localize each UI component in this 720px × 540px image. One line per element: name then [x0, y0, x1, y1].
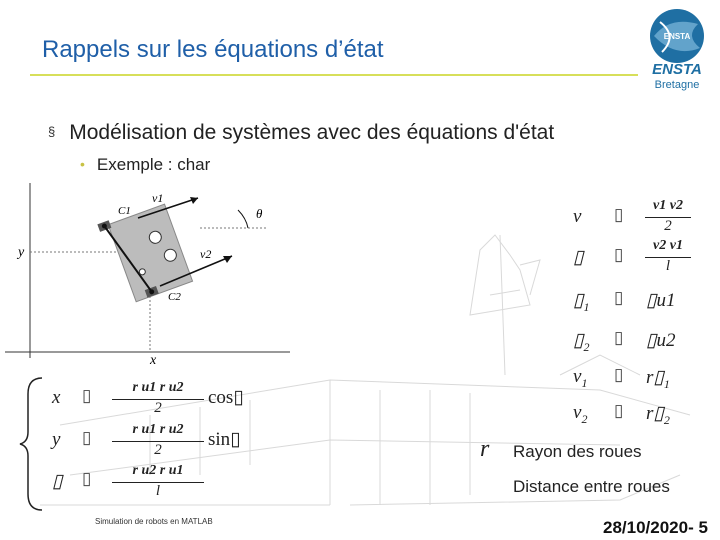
l-label: Distance entre roues: [513, 477, 670, 496]
eq4-rhs: ▯u2: [646, 330, 676, 351]
leq2-num: r u1 r u2: [132, 422, 184, 437]
title-underline: [30, 74, 638, 76]
eq1-den: 2: [664, 218, 672, 234]
diagram-x-label: x: [150, 353, 157, 366]
eq2-den: l: [665, 258, 671, 274]
eq6-op: ▯: [614, 401, 624, 420]
footer-caption: Simulation de robots en MATLAB: [95, 517, 213, 526]
bullet-level1-text: Modélisation de systèmes avec des équations d'état: [69, 121, 555, 144]
robot-body: [108, 204, 192, 302]
eq2-num: v2 v1: [653, 238, 683, 253]
leq1-den: 2: [154, 400, 162, 416]
eq3-op: ▯: [614, 288, 624, 307]
eq1-num: v1 v2: [653, 198, 683, 213]
leq2-den: 2: [154, 442, 162, 458]
eq1-lhs: v: [573, 206, 582, 227]
eq1-op: ▯: [614, 205, 624, 224]
bullet-level1: [48, 121, 554, 145]
r-label: Rayon des roues: [513, 442, 642, 461]
logo-wordmark: ENSTA: [652, 61, 702, 78]
slide-title: Rappels sur les équations d’état: [42, 36, 384, 63]
eq5-lhs: $v_1$: [573, 366, 588, 390]
logo-text: ENSTA: [663, 32, 691, 41]
bullet-level2: [80, 155, 210, 175]
leq3-num: r u2 r u1: [132, 463, 184, 478]
leq3-var: ▯: [52, 471, 63, 492]
left-brace: [16, 374, 46, 514]
diagram-c2-label: C2: [168, 291, 181, 303]
diagram-theta-label: θ: [256, 206, 263, 221]
eq2-lhs: ▯: [573, 247, 584, 268]
eq2-op: ▯: [614, 245, 624, 264]
eq4-lhs: $▯_2$: [573, 330, 590, 354]
eq3-rhs: ▯u1: [646, 290, 676, 311]
leq1-func: cos▯: [208, 387, 244, 408]
bullet-marker: §: [48, 124, 56, 139]
eq5-rhs: $r▯_1$: [646, 367, 670, 391]
bullet-dot: •: [80, 156, 85, 172]
leq2-var: y: [52, 429, 61, 450]
r-symbol: r: [480, 436, 490, 462]
eq5-op: ▯: [614, 365, 624, 384]
ensta-logo: [640, 6, 714, 92]
eq3-lhs: $▯_1$: [573, 290, 590, 314]
page-number: 28/10/2020- 5: [603, 518, 708, 537]
leq2-func: sin▯: [208, 429, 241, 450]
eq6-rhs: $r▯_2$: [646, 403, 670, 427]
diagram-c1-label: C1: [118, 205, 131, 217]
eq4-op: ▯: [614, 328, 624, 347]
diagram-y-label: y: [18, 245, 25, 260]
diagram-v1-label: v1: [152, 191, 164, 205]
logo-subtitle: Bretagne: [654, 79, 700, 91]
leq1-var: x: [52, 387, 61, 408]
robot-diagram: [0, 178, 300, 366]
eq6-lhs: $v_2$: [573, 402, 588, 426]
leq3-den: l: [155, 483, 161, 499]
diagram-v2-label: v2: [200, 247, 212, 261]
bullet-level2-text: Exemple : char: [96, 155, 211, 174]
leq1-num: r u1 r u2: [132, 380, 184, 395]
